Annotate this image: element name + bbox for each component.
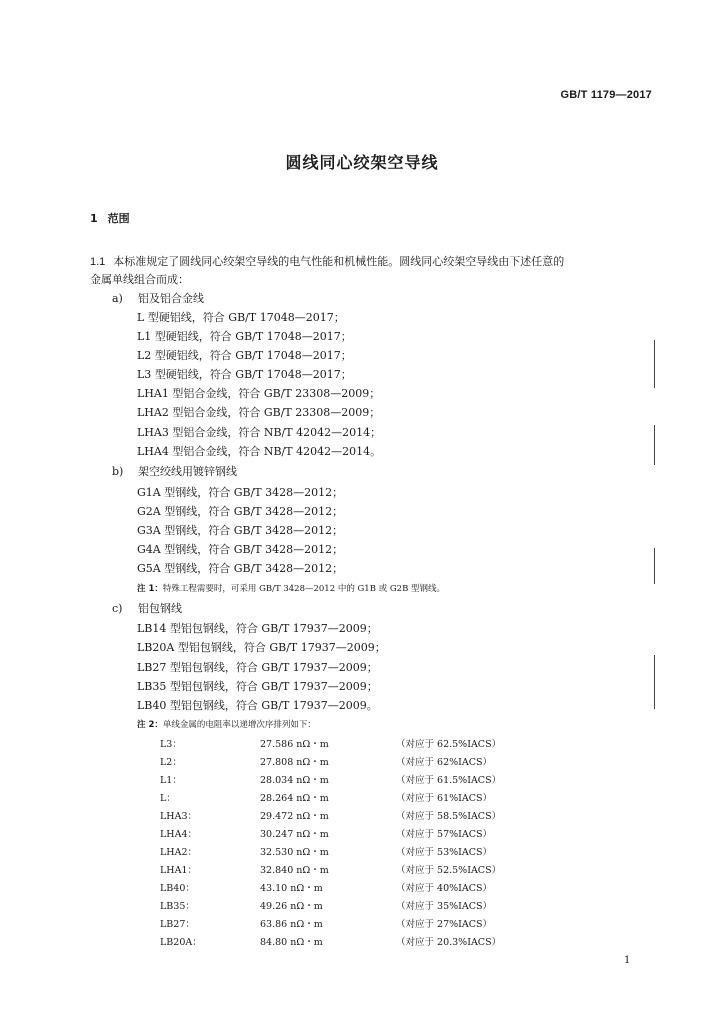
list-a-heading xyxy=(112,290,204,306)
resistivity-value: 84.80 nΩ・m xyxy=(260,937,323,948)
wire-type: LB40： xyxy=(160,883,195,894)
clause-text-2: 金属单线组合而成： xyxy=(90,273,189,286)
list-item: LB27 型铝包钢线，符合 GB/T 17937—2009； xyxy=(137,661,378,674)
list-item: L2 型硬铝线，符合 GB/T 17048—2017； xyxy=(137,349,352,362)
list-item: LHA3 型铝合金线，符合 NB/T 42042—2014； xyxy=(137,426,382,439)
document-title: 圆线同心绞架空导线 xyxy=(285,153,439,172)
iacs-value: （对应于 61.5%IACS） xyxy=(396,775,502,786)
iacs-value: （对应于 58.5%IACS） xyxy=(396,811,502,822)
change-bar xyxy=(654,655,655,709)
table-row xyxy=(160,772,560,788)
table-row xyxy=(160,826,560,842)
list-item: G3A 型钢线，符合 GB/T 3428—2012； xyxy=(137,524,344,537)
note-2-text: 单线金属的电阻率以递增次序排列如下： xyxy=(162,720,316,730)
table-row xyxy=(160,790,560,806)
wire-type: LB20A： xyxy=(160,937,202,948)
wire-type: LHA3： xyxy=(160,811,197,822)
note-1-label: 注 1： xyxy=(137,584,163,594)
table-row xyxy=(160,916,560,932)
resistivity-value: 30.247 nΩ・m xyxy=(260,829,329,840)
change-bar xyxy=(654,548,655,584)
clause-line-1 xyxy=(90,253,650,271)
iacs-value: （对应于 57%IACS） xyxy=(396,829,493,840)
list-b-title: 架空绞线用镀锌钢线 xyxy=(138,465,237,478)
iacs-value: （对应于 40%IACS） xyxy=(396,883,493,894)
table-row xyxy=(160,844,560,860)
iacs-value: （对应于 20.3%IACS） xyxy=(396,937,502,948)
list-item: G5A 型钢线，符合 GB/T 3428—2012； xyxy=(137,562,344,575)
list-item: LB14 型铝包钢线，符合 GB/T 17937—2009； xyxy=(137,622,378,635)
table-row xyxy=(160,898,560,914)
list-b-heading xyxy=(112,463,237,479)
wire-type: LB27： xyxy=(160,919,195,930)
iacs-value: （对应于 53%IACS） xyxy=(396,847,493,858)
wire-type: LHA2： xyxy=(160,847,197,858)
section-number: 1 xyxy=(90,212,98,225)
list-item: G1A 型钢线，符合 GB/T 3428—2012； xyxy=(137,486,344,499)
iacs-value: （对应于 62.5%IACS） xyxy=(396,739,502,750)
resistivity-value: 63.86 nΩ・m xyxy=(260,919,323,930)
list-item: LB35 型铝包钢线，符合 GB/T 17937—2009； xyxy=(137,680,378,693)
list-item: LHA2 型铝合金线，符合 GB/T 23308—2009； xyxy=(137,406,381,419)
wire-type: LHA4： xyxy=(160,829,197,840)
list-item: L3 型硬铝线，符合 GB/T 17048—2017； xyxy=(137,368,352,381)
list-item: G4A 型钢线，符合 GB/T 3428—2012； xyxy=(137,543,344,556)
clause-text-1: 本标准规定了圆线同心绞架空导线的电气性能和机械性能。圆线同心绞架空导线由下述任意的 xyxy=(113,255,565,268)
note-2-label: 注 2： xyxy=(137,720,163,730)
note-2 xyxy=(137,718,316,730)
list-item: L 型硬铝线，符合 GB/T 17048—2017； xyxy=(137,311,345,324)
resistivity-value: 43.10 nΩ・m xyxy=(260,883,323,894)
list-item: LB40 型铝包钢线，符合 GB/T 17937—2009。 xyxy=(137,699,378,712)
clause-paragraph xyxy=(90,253,650,289)
list-item: LB20A 型铝包钢线，符合 GB/T 17937—2009； xyxy=(137,641,386,654)
resistivity-value: 27.808 nΩ・m xyxy=(260,757,329,768)
list-c-marker: c) xyxy=(112,602,123,615)
table-row xyxy=(160,808,560,824)
wire-type: LHA1： xyxy=(160,865,197,876)
list-item: G2A 型钢线，符合 GB/T 3428—2012； xyxy=(137,505,344,518)
resistivity-value: 32.530 nΩ・m xyxy=(260,847,329,858)
list-item: L1 型硬铝线，符合 GB/T 17048—2017； xyxy=(137,330,352,343)
resistivity-value: 28.264 nΩ・m xyxy=(260,793,329,804)
resistivity-value: 28.034 nΩ・m xyxy=(260,775,329,786)
table-row xyxy=(160,862,560,878)
iacs-value: （对应于 62%IACS） xyxy=(396,757,493,768)
resistivity-value: 49.26 nΩ・m xyxy=(260,901,323,912)
iacs-value: （对应于 61%IACS） xyxy=(396,793,493,804)
list-a-marker: a) xyxy=(112,292,123,305)
table-row xyxy=(160,736,560,752)
list-c-heading xyxy=(112,600,182,616)
wire-type: LB35： xyxy=(160,901,195,912)
wire-type: L3： xyxy=(160,739,182,750)
clause-number: 1.1 xyxy=(90,256,106,268)
list-b-marker: b) xyxy=(112,465,124,478)
iacs-value: （对应于 27%IACS） xyxy=(396,919,493,930)
note-1-text: 特殊工程需要时，可采用 GB/T 3428—2012 中的 G1B 或 G2B 型钢线。 xyxy=(162,584,446,594)
resistivity-value: 27.586 nΩ・m xyxy=(260,739,329,750)
wire-type: L2： xyxy=(160,757,182,768)
section-heading xyxy=(90,210,130,226)
table-row xyxy=(160,880,560,896)
change-bar xyxy=(654,340,655,388)
table-row xyxy=(160,754,560,770)
section-title: 范围 xyxy=(107,212,130,225)
iacs-value: （对应于 35%IACS） xyxy=(396,901,493,912)
resistivity-value: 29.472 nΩ・m xyxy=(260,811,329,822)
wire-type: L： xyxy=(160,793,176,804)
wire-type: L1： xyxy=(160,775,182,786)
standard-number: GB/T 1179—2017 xyxy=(560,89,652,101)
list-item: LHA1 型铝合金线，符合 GB/T 23308—2009； xyxy=(137,387,381,400)
iacs-value: （对应于 52.5%IACS） xyxy=(396,865,502,876)
note-1 xyxy=(137,582,445,594)
list-a-title: 铝及铝合金线 xyxy=(138,292,204,305)
table-row xyxy=(160,934,560,950)
resistivity-value: 32.840 nΩ・m xyxy=(260,865,329,876)
list-c-title: 铝包钢线 xyxy=(138,602,182,615)
list-item: LHA4 型铝合金线，符合 NB/T 42042—2014。 xyxy=(137,445,382,458)
page-number: 1 xyxy=(624,955,631,966)
change-bar xyxy=(654,425,655,465)
